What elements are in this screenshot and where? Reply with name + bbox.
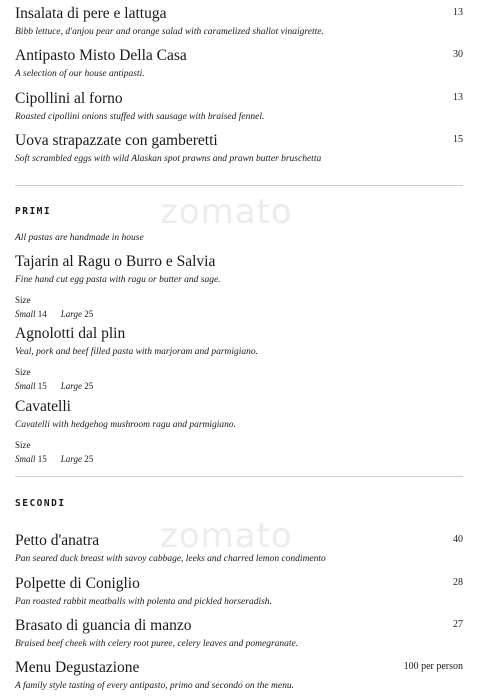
item-description: A family style tasting of every antipasto, primo and secondo on the menu. bbox=[15, 681, 294, 691]
item-price: 30 bbox=[453, 49, 463, 60]
size-small: Small 15 bbox=[15, 454, 47, 464]
section-note: All pastas are handmade in house bbox=[15, 233, 144, 243]
size-large: Large 25 bbox=[60, 381, 94, 391]
item-description: Roasted cipollini onions stuffed with sausage with braised fennel. bbox=[15, 112, 265, 122]
item-price: 13 bbox=[453, 7, 463, 18]
item-description: A selection of our house antipasti. bbox=[15, 69, 145, 79]
item-description: Braised beef cheek with celery root puree, celery leaves and pomegranate. bbox=[15, 639, 299, 649]
size-label: Size bbox=[15, 440, 31, 450]
item-name: Polpette di Coniglio bbox=[15, 575, 140, 592]
item-description: Pan seared duck breast with savoy cabbage, leeks and charred lemon condimento bbox=[15, 554, 326, 564]
item-name: Menu Degustazione bbox=[15, 659, 140, 676]
section-title-secondi: SECONDI bbox=[15, 498, 66, 509]
menu-item bbox=[15, 532, 463, 565]
item-price: 13 bbox=[453, 92, 463, 103]
item-description: Veal, pork and beef filled pasta with marjoram and parmigiano. bbox=[15, 347, 259, 357]
watermark-top: zomato bbox=[160, 192, 293, 232]
item-description: Bibb lettuce, d'anjou pear and orange salad with caramelized shallot vinaigrette. bbox=[15, 27, 324, 37]
menu-item bbox=[15, 132, 463, 165]
item-price: 40 bbox=[453, 534, 463, 545]
menu-item bbox=[15, 398, 463, 465]
watermark-bottom: zomato bbox=[160, 516, 293, 556]
item-description: Soft scrambled eggs with wild Alaskan spot prawns and prawn butter bruschetta bbox=[15, 154, 322, 164]
size-options bbox=[15, 380, 463, 392]
item-name: Antipasto Misto Della Casa bbox=[15, 47, 187, 64]
item-name: Cipollini al forno bbox=[15, 90, 123, 107]
section-title-primi: PRIMI bbox=[15, 206, 52, 217]
menu-item bbox=[15, 575, 463, 608]
item-name: Agnolotti dal plin bbox=[15, 325, 126, 342]
menu-item bbox=[15, 90, 463, 123]
menu-item bbox=[15, 47, 463, 80]
item-description: Cavatelli with hedgehog mushroom ragu and parmigiano. bbox=[15, 420, 237, 430]
size-small: Small 14 bbox=[15, 309, 47, 319]
item-price: 15 bbox=[453, 134, 463, 145]
item-name: Cavatelli bbox=[15, 398, 71, 415]
item-description: Pan roasted rabbit meatballs with polenta and pickled horseradish. bbox=[15, 597, 272, 607]
item-price: 100 per person bbox=[403, 661, 463, 672]
item-price: 27 bbox=[453, 619, 463, 630]
menu-item bbox=[15, 617, 463, 650]
item-description: Fine hand cut egg pasta with ragu or butter and sage. bbox=[15, 275, 221, 285]
menu-item bbox=[15, 253, 463, 320]
menu-item bbox=[15, 325, 463, 392]
size-options bbox=[15, 453, 463, 465]
size-large: Large 25 bbox=[60, 454, 94, 464]
item-name: Uova strapazzate con gamberetti bbox=[15, 132, 218, 149]
size-label: Size bbox=[15, 295, 31, 305]
item-name: Insalata di pere e lattuga bbox=[15, 5, 167, 22]
section-divider bbox=[15, 185, 463, 186]
section-divider bbox=[15, 476, 463, 477]
item-name: Brasato di guancia di manzo bbox=[15, 617, 192, 634]
size-options bbox=[15, 308, 463, 320]
menu-item bbox=[15, 659, 463, 692]
menu-item bbox=[15, 5, 463, 38]
size-large: Large 25 bbox=[60, 309, 94, 319]
item-name: Petto d'anatra bbox=[15, 532, 100, 549]
item-name: Tajarin al Ragu o Burro e Salvia bbox=[15, 253, 216, 270]
size-label: Size bbox=[15, 367, 31, 377]
item-price: 28 bbox=[453, 577, 463, 588]
size-small: Small 15 bbox=[15, 381, 47, 391]
